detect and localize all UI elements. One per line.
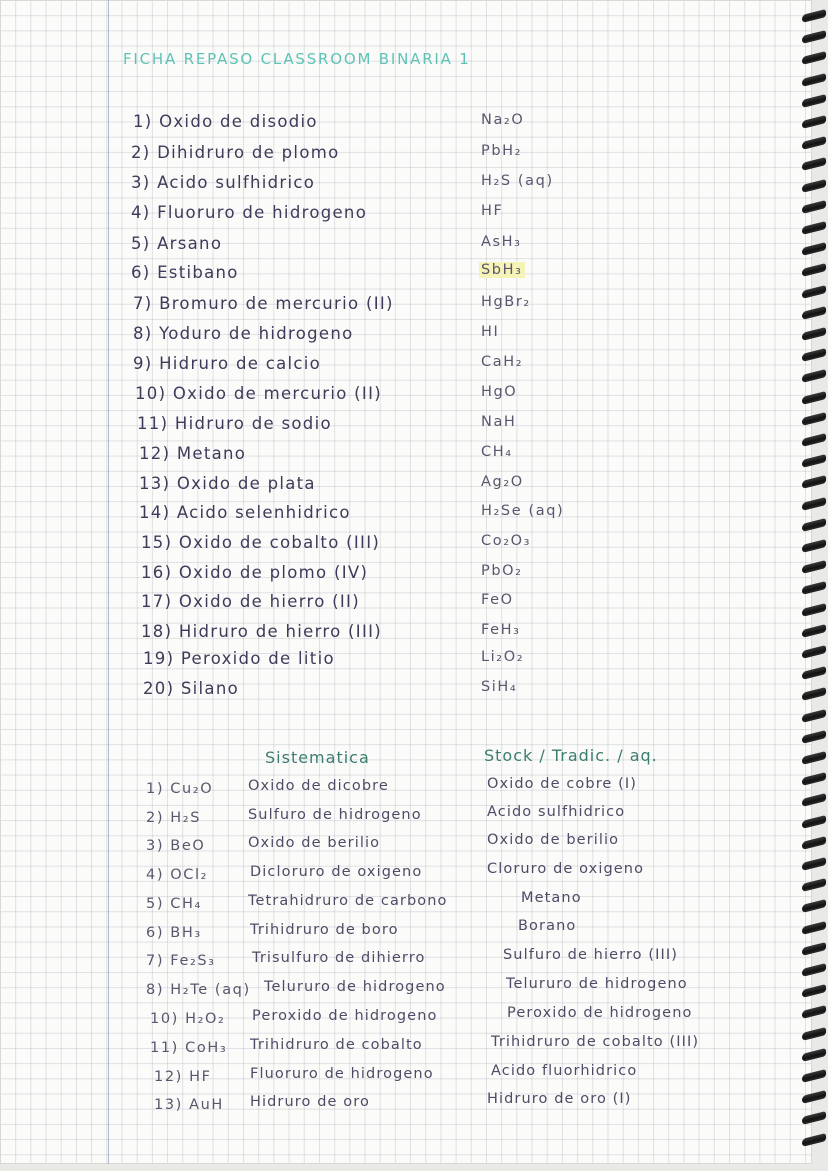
- list-item-name: 11) Hidruro de sodio: [137, 414, 332, 433]
- list-item-formula: H₂S (aq): [481, 173, 554, 189]
- spiral-ring: [802, 263, 826, 277]
- spiral-ring: [802, 475, 826, 489]
- spiral-ring: [802, 687, 826, 701]
- spiral-ring: [802, 603, 826, 617]
- table-row-formula: 4) OCl₂: [146, 867, 209, 883]
- list-item-name: 10) Oxido de mercurio (II): [135, 384, 382, 403]
- table-row-sistematica: Oxido de dicobre: [248, 778, 389, 794]
- spiral-ring: [802, 412, 826, 426]
- table-row-stock: Metano: [521, 890, 582, 906]
- list-item-name: 13) Oxido de plata: [139, 474, 316, 493]
- table-row-stock: Telururo de hidrogeno: [506, 976, 688, 992]
- table-row-stock: Peroxido de hidrogeno: [507, 1005, 693, 1021]
- margin-line: [108, 0, 109, 1164]
- table-row-stock: Oxido de cobre (I): [487, 776, 638, 792]
- list-item-name: 18) Hidruro de hierro (III): [141, 622, 383, 641]
- spiral-ring: [802, 348, 826, 362]
- header-stock: Stock / Tradic. / aq.: [484, 746, 658, 765]
- list-item-formula: CH₄: [481, 444, 513, 460]
- table-row-formula: 2) H₂S: [146, 810, 202, 826]
- spiral-ring: [802, 179, 826, 193]
- spiral-ring: [802, 899, 826, 913]
- table-row-sistematica: Oxido de berilio: [248, 835, 381, 851]
- list-item-formula: PbH₂: [481, 143, 523, 159]
- list-item-name: 7) Bromuro de mercurio (II): [133, 294, 394, 313]
- spiral-ring: [802, 857, 826, 871]
- table-row-sistematica: Fluoruro de hidrogeno: [250, 1066, 434, 1082]
- list-item-name: 17) Oxido de hierro (II): [141, 592, 360, 611]
- table-row-stock: Cloruro de oxigeno: [487, 861, 645, 877]
- list-item-name: 1) Oxido de disodio: [133, 112, 318, 131]
- page-title: FICHA REPASO CLASSROOM BINARIA 1: [123, 50, 471, 68]
- spiral-ring: [802, 454, 826, 468]
- list-item-formula: Na₂O: [481, 112, 525, 128]
- spiral-ring: [802, 391, 826, 405]
- spiral-ring: [802, 772, 826, 786]
- spiral-ring: [802, 624, 826, 638]
- spiral-ring: [802, 751, 826, 765]
- table-row-stock: Hidruro de oro (I): [487, 1091, 632, 1107]
- spiral-ring: [802, 815, 826, 829]
- list-item-formula: FeH₃: [481, 622, 521, 638]
- spiral-ring: [802, 1090, 826, 1104]
- table-row-stock: Acido sulfhidrico: [487, 804, 626, 820]
- list-item-formula: FeO: [481, 592, 514, 608]
- table-row-sistematica: Dicloruro de oxigeno: [250, 864, 423, 880]
- list-item-name: 6) Estibano: [131, 263, 239, 282]
- list-item-name: 3) Acido sulfhidrico: [131, 173, 316, 192]
- spiral-ring: [802, 645, 826, 659]
- spiral-ring: [802, 369, 826, 383]
- list-item-name: 16) Oxido de plomo (IV): [141, 563, 369, 582]
- list-item-name: 15) Oxido de cobalto (III): [141, 533, 381, 552]
- spiral-ring: [802, 285, 826, 299]
- list-item-formula: SbH₃: [481, 262, 523, 278]
- list-item-name: 9) Hidruro de calcio: [133, 354, 322, 373]
- spiral-ring: [802, 306, 826, 320]
- spiral-ring: [802, 1069, 826, 1083]
- spiral-ring: [802, 984, 826, 998]
- spiral-ring: [802, 497, 826, 511]
- table-row-formula: 10) H₂O₂: [150, 1011, 226, 1027]
- spiral-ring: [802, 30, 826, 44]
- spiral-ring: [802, 560, 826, 574]
- table-row-stock: Acido fluorhidrico: [491, 1063, 638, 1079]
- spiral-ring: [802, 539, 826, 553]
- list-item-formula: HgO: [481, 384, 518, 400]
- list-item-formula: Co₂O₃: [481, 533, 532, 549]
- table-row-formula: 12) HF: [154, 1069, 212, 1085]
- list-item-name: 8) Yoduro de hidrogeno: [133, 324, 354, 343]
- list-item-formula: Ag₂O: [481, 474, 524, 490]
- header-sistematica: Sistematica: [265, 748, 370, 767]
- spiral-ring: [802, 518, 826, 532]
- table-row-stock: Sulfuro de hierro (III): [503, 947, 678, 963]
- spiral-ring: [802, 136, 826, 150]
- spiral-ring: [802, 94, 826, 108]
- list-item-formula: SiH₄: [481, 679, 518, 695]
- list-item-name: 5) Arsano: [131, 234, 223, 253]
- list-item-formula: Li₂O₂: [481, 649, 525, 665]
- table-row-formula: 8) H₂Te (aq): [146, 982, 251, 998]
- spiral-ring: [802, 1005, 826, 1019]
- table-row-formula: 6) BH₃: [146, 925, 202, 941]
- table-row-formula: 3) BeO: [146, 838, 206, 854]
- spiral-ring: [802, 666, 826, 680]
- table-row-sistematica: Trihidruro de boro: [250, 922, 399, 938]
- list-item-formula: HF: [481, 203, 504, 219]
- spiral-ring: [802, 157, 826, 171]
- list-item-formula: NaH: [481, 414, 517, 430]
- table-row-sistematica: Tetrahidruro de carbono: [248, 893, 448, 909]
- spiral-ring: [802, 115, 826, 129]
- list-item-name: 14) Acido selenhidrico: [139, 503, 351, 522]
- table-row-sistematica: Peroxido de hidrogeno: [252, 1008, 438, 1024]
- table-row-formula: 11) CoH₃: [150, 1040, 228, 1056]
- list-item-formula: CaH₂: [481, 354, 524, 370]
- spiral-ring: [802, 433, 826, 447]
- list-item-name: 2) Dihidruro de plomo: [131, 143, 340, 162]
- spiral-ring: [802, 242, 826, 256]
- spiral-ring: [802, 9, 826, 23]
- list-item-formula: AsH₃: [481, 234, 522, 250]
- spiral-ring: [802, 327, 826, 341]
- spiral-ring: [802, 942, 826, 956]
- table-row-sistematica: Sulfuro de hidrogeno: [248, 807, 422, 823]
- table-row-stock: Trihidruro de cobalto (III): [491, 1034, 700, 1050]
- list-item-name: 12) Metano: [139, 444, 247, 463]
- table-row-stock: Oxido de berilio: [487, 832, 620, 848]
- list-item-formula: H₂Se (aq): [481, 503, 565, 519]
- spiral-ring: [802, 730, 826, 744]
- table-row-sistematica: Hidruro de oro: [250, 1094, 370, 1110]
- spiral-ring: [802, 221, 826, 235]
- table-row-sistematica: Telururo de hidrogeno: [264, 979, 446, 995]
- table-row-stock: Borano: [518, 918, 577, 934]
- table-row-formula: 5) CH₄: [146, 896, 202, 912]
- list-item-formula: HgBr₂: [481, 294, 531, 310]
- list-item-name: 19) Peroxido de litio: [143, 649, 335, 668]
- spiral-ring: [802, 878, 826, 892]
- list-item-name: 4) Fluoruro de hidrogeno: [131, 203, 368, 222]
- spiral-ring: [802, 200, 826, 214]
- table-row-sistematica: Trihidruro de cobalto: [250, 1037, 423, 1053]
- table-row-sistematica: Trisulfuro de dihierro: [252, 950, 426, 966]
- spiral-ring: [802, 1048, 826, 1062]
- spiral-ring: [802, 709, 826, 723]
- list-item-formula: PbO₂: [481, 563, 523, 579]
- table-row-formula: 1) Cu₂O: [146, 781, 214, 797]
- spiral-ring: [802, 1133, 826, 1147]
- spiral-ring: [802, 921, 826, 935]
- list-item-formula: HI: [481, 324, 500, 340]
- table-row-formula: 7) Fe₂S₃: [146, 953, 216, 969]
- spiral-ring: [802, 73, 826, 87]
- list-item-name: 20) Silano: [143, 679, 239, 698]
- spiral-binding: [800, 8, 826, 1158]
- spiral-ring: [802, 581, 826, 595]
- spiral-ring: [802, 793, 826, 807]
- spiral-ring: [802, 836, 826, 850]
- table-row-formula: 13) AuH: [154, 1097, 224, 1113]
- spiral-ring: [802, 51, 826, 65]
- spiral-ring: [802, 1111, 826, 1125]
- spiral-ring: [802, 1027, 826, 1041]
- spiral-ring: [802, 963, 826, 977]
